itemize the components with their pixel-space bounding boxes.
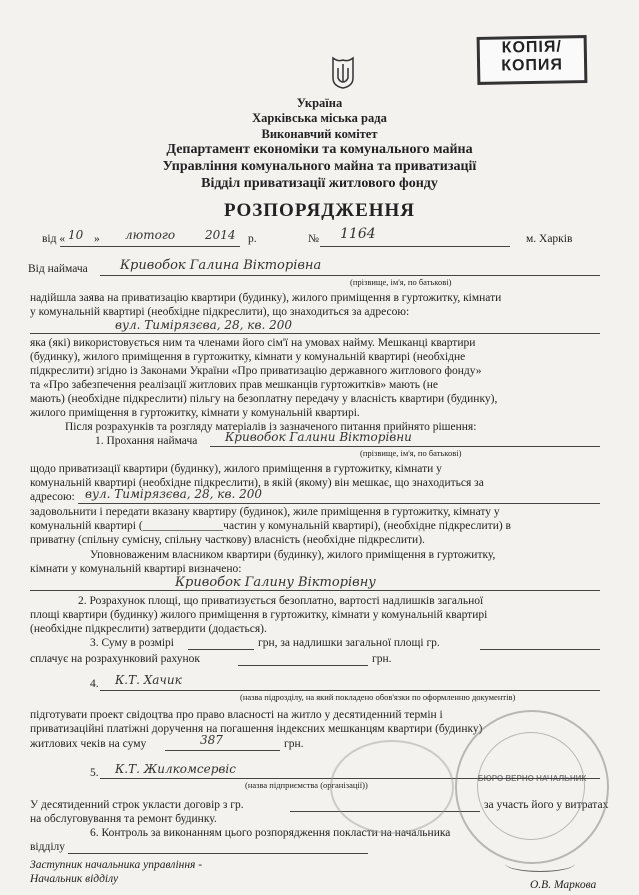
body-line-4: (будинку), жилого приміщення в гуртожитку, кімнати у комунальній квартирі (необхідне	[30, 351, 466, 363]
official-seal	[455, 710, 609, 864]
body-line-3: яка (які) використовується ним та членами його сім'ї на умовах найму. Мешканці квартири	[30, 337, 476, 349]
copy-stamp-line1: КОПІЯ/	[501, 38, 562, 57]
body-line-17: кімнати у комунальній квартирі визначено:	[30, 563, 242, 575]
trident-emblem-icon	[330, 56, 356, 90]
address-underline	[30, 333, 600, 334]
body-line-6: та «Про забезпечення реалізації житлових прав мешканців гуртожитків» мають (не	[30, 379, 438, 391]
official-seal-inner-ring	[477, 732, 585, 840]
point-4-underline	[100, 690, 600, 691]
point-4-caption: (назва підрозділу, на який покладено обов'язки по оформленню документів)	[240, 692, 516, 702]
header-country: Україна	[296, 96, 343, 110]
date-suffix: р.	[248, 233, 257, 245]
signatory-name: О.В. Маркова	[530, 879, 597, 891]
body-line-13: задовольнити і передати вказану квартиру (будинок), жиле приміщення в гуртожитку, кімнату у	[30, 506, 500, 518]
body-line-15: приватну (спільну сумісну, спільну часткову) власність (необхідне підкреслити).	[30, 534, 425, 546]
body-line-26: У десятиденний строк укласти договір з гр.	[30, 799, 244, 811]
copy-stamp	[477, 35, 588, 85]
account-underline	[238, 665, 368, 666]
body-line-14: комунальній квартирі (______________частин у комунальній квартирі), (необхідне підкреслити) в	[30, 520, 511, 532]
body-line-7: мають) (необхідне підкреслити) пільгу на безоплатну передачу у власність квартири (будинку),	[30, 393, 498, 405]
body-line-8: жилого приміщення в гуртожитку, кімнати у комунальній квартирі.	[30, 407, 360, 419]
date-month: лютого	[125, 228, 176, 242]
cheque-sum-underline	[165, 750, 280, 751]
point-1-label: 1. Прохання наймача	[95, 435, 198, 447]
date-day: 10	[68, 228, 84, 242]
body-line-1: надійшла заява на приватизацію квартири (будинку), жилого приміщення в гуртожитку, кімнати	[30, 292, 502, 304]
body-line-12-label: адресою:	[30, 491, 75, 503]
body-line-12-address: вул. Тимірязєва, 28, кв. 200	[85, 487, 262, 501]
header-committee: Виконавчий комітет	[261, 127, 378, 141]
owner-name: Кривобок Галину Вікторівну	[175, 575, 376, 590]
body-line-21b: грн, за надлишки загальної площі гр.	[258, 637, 440, 649]
header-department: Департамент економіки та комунального майна	[166, 142, 473, 157]
body-line-29: відділу	[30, 841, 66, 853]
citizen-underline	[480, 649, 600, 650]
official-seal-text: БЮРО ВЕРНО НАЧАЛЬНИК	[477, 774, 587, 783]
copy-stamp-line2: КОПИЯ	[501, 56, 564, 75]
order-number: 1164	[340, 226, 376, 242]
signatory-title-1: Заступник начальника управління -	[30, 859, 203, 871]
body-line-28: 6. Контроль за виконанням цього розпорядження покласти на начальника	[90, 827, 451, 839]
tenant-underline	[100, 275, 600, 276]
document-title: РОЗПОРЯДЖЕННЯ	[223, 200, 416, 221]
body-line-10: щодо приватизації квартири (будинку), жилого приміщення в гуртожитку, кімнати у	[30, 463, 442, 475]
date-prefix: від «	[42, 233, 66, 245]
point-1-caption: (прізвище, ім'я, по батькові)	[360, 448, 462, 458]
body-line-18: 2. Розрахунок площі, що приватизується безоплатно, вартості надлишків загальної	[78, 595, 484, 607]
body-line-16: Уповноваженим власником квартири (будинку), жилого приміщення в гуртожитку,	[90, 549, 496, 561]
body-line-5: підкреслити) згідно із Законами України «Про приватизацію державного житлового фонду»	[30, 365, 482, 377]
date-underline	[60, 246, 240, 247]
point-4-label: 4.	[90, 678, 99, 690]
number-underline	[320, 246, 510, 247]
address-2-underline	[78, 503, 600, 504]
header-directorate: Управління комунального майна та приватизації	[162, 159, 477, 174]
point-5-handwritten: К.Т. Жилкомсервіс	[115, 762, 236, 776]
body-line-20: (необхідне підкреслити) затвердити (додається).	[30, 623, 267, 635]
tenant-name: Кривобок Галина Вікторівна	[120, 258, 322, 273]
date-year: 2014	[205, 228, 236, 242]
tenant-caption: (прізвище, ім'я, по батькові)	[350, 277, 452, 287]
point-1-underline	[210, 446, 600, 447]
body-line-22: сплачує на розрахунковий рахунок	[30, 653, 201, 665]
signatory-title-2: Начальник відділу	[30, 873, 119, 885]
point-4-handwritten: К.Т. Хачик	[115, 673, 182, 687]
header-division: Відділ приватизації житлового фонду	[201, 176, 438, 191]
body-line-22b: грн.	[372, 653, 392, 665]
point-5-label: 5.	[90, 767, 99, 779]
point-5-caption: (назва підприємства (організації))	[245, 780, 368, 790]
owner-underline	[30, 590, 600, 591]
body-line-24: приватизаційні платіжні доручення на погашення індексних мешканцям квартири (будинку)	[30, 723, 483, 735]
body-line-25a: житлових чеків на суму	[30, 738, 147, 750]
body-line-11: комунальній квартирі (необхідне підкреслити), в якій (якому) він мешкає, що знаходиться за	[30, 477, 484, 489]
order-number-label: №	[308, 233, 319, 245]
address-handwritten: вул. Тимірязєва, 28, кв. 200	[115, 318, 292, 332]
tenant-label: Від наймача	[28, 263, 88, 275]
division-underline	[68, 853, 368, 854]
cheque-sum: 387	[200, 733, 223, 747]
body-line-9: Після розрахунків та розгляду матеріалів із зазначеного питання прийнято рішення:	[65, 421, 477, 433]
body-line-23: підготувати проект свідоцтва про право власності на житло у десятиденний термін і	[30, 709, 443, 721]
body-line-26b: за участь його у витратах	[484, 799, 609, 811]
point-1-name: Кривобок Галини Вікторівни	[225, 430, 412, 444]
body-line-2: у комунальній квартирі (необхідне підкреслити), що знаходиться за адресою:	[30, 306, 410, 318]
sum-underline	[188, 649, 254, 650]
body-line-25b: грн.	[284, 738, 304, 750]
secondary-seal	[330, 740, 454, 834]
header-council: Харківська міська рада	[252, 111, 387, 125]
body-line-19: площі квартири (будинку) жилого приміщення в гуртожитку, кімнати у комунальній квартирі	[30, 609, 488, 621]
date-mid: »	[94, 233, 100, 245]
body-line-21: 3. Суму в розмірі	[90, 637, 174, 649]
city: м. Харків	[526, 233, 573, 245]
body-line-27: на обслуговування та ремонт будинку.	[30, 813, 217, 825]
